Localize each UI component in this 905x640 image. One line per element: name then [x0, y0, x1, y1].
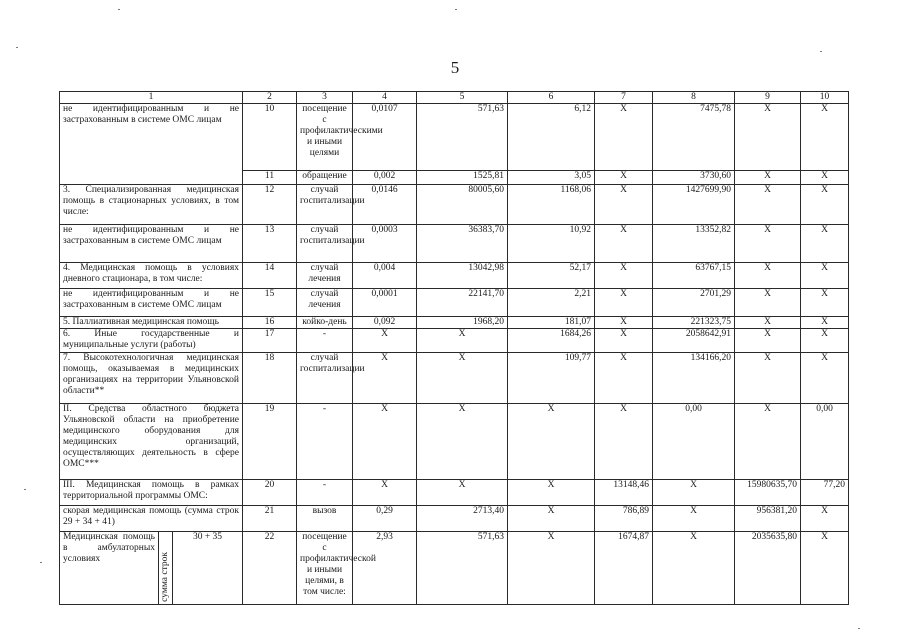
value-cell: X: [595, 185, 653, 225]
header-cell: 9: [735, 92, 801, 104]
value-cell: 134166,20: [653, 353, 735, 404]
value-cell: X: [735, 329, 801, 353]
value-cell: 13148,46: [595, 480, 653, 506]
value-cell: X: [595, 353, 653, 404]
value-cell: 221323,75: [653, 317, 735, 329]
line-number: 17: [243, 329, 297, 353]
header-cell: 4: [353, 92, 417, 104]
value-cell: 2,93: [353, 532, 417, 605]
unit-cell: вызов: [297, 506, 353, 532]
value-cell: X: [595, 225, 653, 263]
row-name: 4. Медицинская помощь в условиях дневного стационара, в том числе:: [60, 263, 243, 289]
scan-speck: [40, 562, 42, 563]
value-cell: X: [735, 317, 801, 329]
row-name: 6. Иные государственные и муниципальные услуги (работы): [60, 329, 243, 353]
scan-speck: [820, 51, 822, 52]
value-cell: 571,63: [417, 104, 508, 171]
value-cell: X: [801, 289, 849, 317]
value-cell: 10,92: [508, 225, 595, 263]
value-cell: 3,05: [508, 171, 595, 185]
row-name: скорая медицинская помощь (сумма строк 29 + 34 + 41): [60, 506, 243, 532]
value-cell: X: [735, 171, 801, 185]
value-cell: 1684,26: [508, 329, 595, 353]
line-number: 10: [243, 104, 297, 171]
row-name: не идентифицированным и не застрахованным в системе ОМС лицам: [60, 225, 243, 263]
value-cell: X: [595, 104, 653, 171]
header-cell: 7: [595, 92, 653, 104]
value-cell: X: [801, 353, 849, 404]
scan-speck: [24, 489, 26, 490]
line-number: 16: [243, 317, 297, 329]
row-name: II. Средства областного бюджета Ульяновской области на приобретение медицинского оборудования для медицинских организаций, осуществляющих деятельность в сфере ОМС***: [60, 404, 243, 480]
value-cell: 1427699,90: [653, 185, 735, 225]
value-cell: X: [417, 480, 508, 506]
value-cell: 0,0003: [353, 225, 417, 263]
value-cell: X: [801, 506, 849, 532]
table-row: [60, 506, 849, 532]
header-cell: 8: [653, 92, 735, 104]
value-cell: 13042,98: [417, 263, 508, 289]
value-cell: X: [653, 532, 735, 605]
value-cell: X: [595, 289, 653, 317]
row-name: не идентифицированным и не застрахованным в системе ОМС лицам: [60, 289, 243, 317]
header-cell: 6: [508, 92, 595, 104]
value-cell: 0,29: [353, 506, 417, 532]
value-cell: X: [353, 329, 417, 353]
value-cell: X: [508, 532, 595, 605]
row-name: не идентифицированным и не застрахованным в системе ОМС лицам: [60, 104, 243, 185]
unit-cell: -: [297, 480, 353, 506]
line-number: 13: [243, 225, 297, 263]
line-number: 19: [243, 404, 297, 480]
value-cell: X: [801, 317, 849, 329]
row-name: Медицинская помощь в амбулаторных условиях: [63, 532, 155, 564]
line-number: 18: [243, 353, 297, 404]
unit-cell: случай госпитализации: [297, 225, 353, 263]
header-cell: 2: [243, 92, 297, 104]
value-cell: X: [595, 263, 653, 289]
value-cell: X: [801, 185, 849, 225]
table-row: [60, 263, 849, 289]
value-cell: 109,77: [508, 353, 595, 404]
value-cell: X: [801, 171, 849, 185]
sum-of-lines-label: сумма строк: [160, 552, 170, 602]
unit-cell: -: [297, 404, 353, 480]
data-table: [59, 91, 849, 605]
unit-cell: посещение с профилактическими и иными целями: [297, 104, 353, 171]
table-row: [60, 289, 849, 317]
unit-cell: посещение с профилактической и иными целями, в том числе:: [297, 532, 353, 605]
value-cell: X: [653, 480, 735, 506]
value-cell: 1674,87: [595, 532, 653, 605]
value-cell: X: [801, 532, 849, 605]
table-row: [60, 532, 849, 605]
value-cell: 181,07: [508, 317, 595, 329]
unit-cell: койко-день: [297, 317, 353, 329]
sum-formula: 30 + 35: [192, 532, 223, 542]
value-cell: X: [735, 353, 801, 404]
unit-cell: случай госпитализации: [297, 353, 353, 404]
value-cell: 2058642,91: [653, 329, 735, 353]
table-row: [60, 353, 849, 404]
line-number: 22: [243, 532, 297, 605]
line-number: 14: [243, 263, 297, 289]
line-number: 12: [243, 185, 297, 225]
line-number: 21: [243, 506, 297, 532]
unit-cell: -: [297, 329, 353, 353]
row-name: 3. Специализированная медицинская помощь в стационарных условиях, в том числе:: [60, 185, 243, 225]
unit-cell: случай лечения: [297, 289, 353, 317]
value-cell: 7475,78: [653, 104, 735, 171]
value-cell: 0,0107: [353, 104, 417, 171]
value-cell: 52,17: [508, 263, 595, 289]
table-row: [60, 185, 849, 225]
header-row: [60, 92, 849, 104]
value-cell: X: [353, 404, 417, 480]
value-cell: X: [735, 104, 801, 171]
value-cell: X: [353, 480, 417, 506]
value-cell: X: [801, 329, 849, 353]
value-cell: X: [508, 506, 595, 532]
value-cell: 1168,06: [508, 185, 595, 225]
value-cell: X: [417, 329, 508, 353]
line-number: 15: [243, 289, 297, 317]
value-cell: X: [735, 225, 801, 263]
value-cell: 0,0146: [353, 185, 417, 225]
row-name: III. Медицинская помощь в рамках территориальной программы ОМС:: [60, 480, 243, 506]
unit-cell: случай госпитализации: [297, 185, 353, 225]
unit-cell: случай лечения: [297, 263, 353, 289]
value-cell: X: [735, 185, 801, 225]
value-cell: X: [595, 404, 653, 480]
row-name: 5. Паллиативная медицинская помощь: [60, 317, 243, 329]
value-cell: X: [353, 353, 417, 404]
value-cell: 786,89: [595, 506, 653, 532]
value-cell: X: [735, 289, 801, 317]
value-cell: X: [595, 317, 653, 329]
value-cell: 0,004: [353, 263, 417, 289]
value-cell: X: [801, 104, 849, 171]
value-cell: 956381,20: [735, 506, 801, 532]
scan-speck: [858, 628, 860, 629]
table-row: [60, 480, 849, 506]
value-cell: X: [735, 263, 801, 289]
value-cell: 2701,29: [653, 289, 735, 317]
value-cell: 0,00: [653, 404, 735, 480]
header-cell: 3: [297, 92, 353, 104]
value-cell: 0,002: [353, 171, 417, 185]
row-name: 7. Высокотехнологичная медицинская помощь, оказываемая в медицинских организациях на территории Ульяновской области**: [60, 353, 243, 404]
header-cell: 5: [417, 92, 508, 104]
value-cell: 22141,70: [417, 289, 508, 317]
value-cell: 2,21: [508, 289, 595, 317]
value-cell: 63767,15: [653, 263, 735, 289]
value-cell: 3730,60: [653, 171, 735, 185]
value-cell: X: [417, 353, 508, 404]
value-cell: 0,0001: [353, 289, 417, 317]
value-cell: X: [801, 263, 849, 289]
value-cell: 80005,60: [417, 185, 508, 225]
value-cell: 77,20: [801, 480, 849, 506]
value-cell: X: [595, 329, 653, 353]
unit-cell: обращение: [297, 171, 353, 185]
value-cell: 6,12: [508, 104, 595, 171]
value-cell: 2713,40: [417, 506, 508, 532]
scan-speck: [455, 9, 457, 10]
value-cell: 0,092: [353, 317, 417, 329]
scan-speck: [118, 9, 120, 10]
line-number: 11: [243, 171, 297, 185]
value-cell: X: [508, 404, 595, 480]
value-cell: 36383,70: [417, 225, 508, 263]
value-cell: X: [417, 404, 508, 480]
value-cell: 1525,81: [417, 171, 508, 185]
value-cell: 0,00: [801, 404, 849, 480]
row-name-composite: [60, 532, 243, 605]
line-number: 20: [243, 480, 297, 506]
value-cell: 2035635,80: [735, 532, 801, 605]
value-cell: 13352,82: [653, 225, 735, 263]
scan-speck: [16, 47, 18, 48]
value-cell: X: [508, 480, 595, 506]
value-cell: X: [595, 171, 653, 185]
value-cell: X: [735, 404, 801, 480]
page-number: 5: [450, 58, 460, 77]
table-row: [60, 404, 849, 480]
header-cell: 10: [801, 92, 849, 104]
value-cell: 1968,20: [417, 317, 508, 329]
value-cell: X: [801, 225, 849, 263]
header-cell: 1: [60, 92, 243, 104]
value-cell: 571,63: [417, 532, 508, 605]
table-row: [60, 104, 849, 171]
table-row: [60, 225, 849, 263]
value-cell: 15980635,70: [735, 480, 801, 506]
table-row: [60, 317, 849, 329]
value-cell: X: [653, 506, 735, 532]
table-row: [60, 329, 849, 353]
